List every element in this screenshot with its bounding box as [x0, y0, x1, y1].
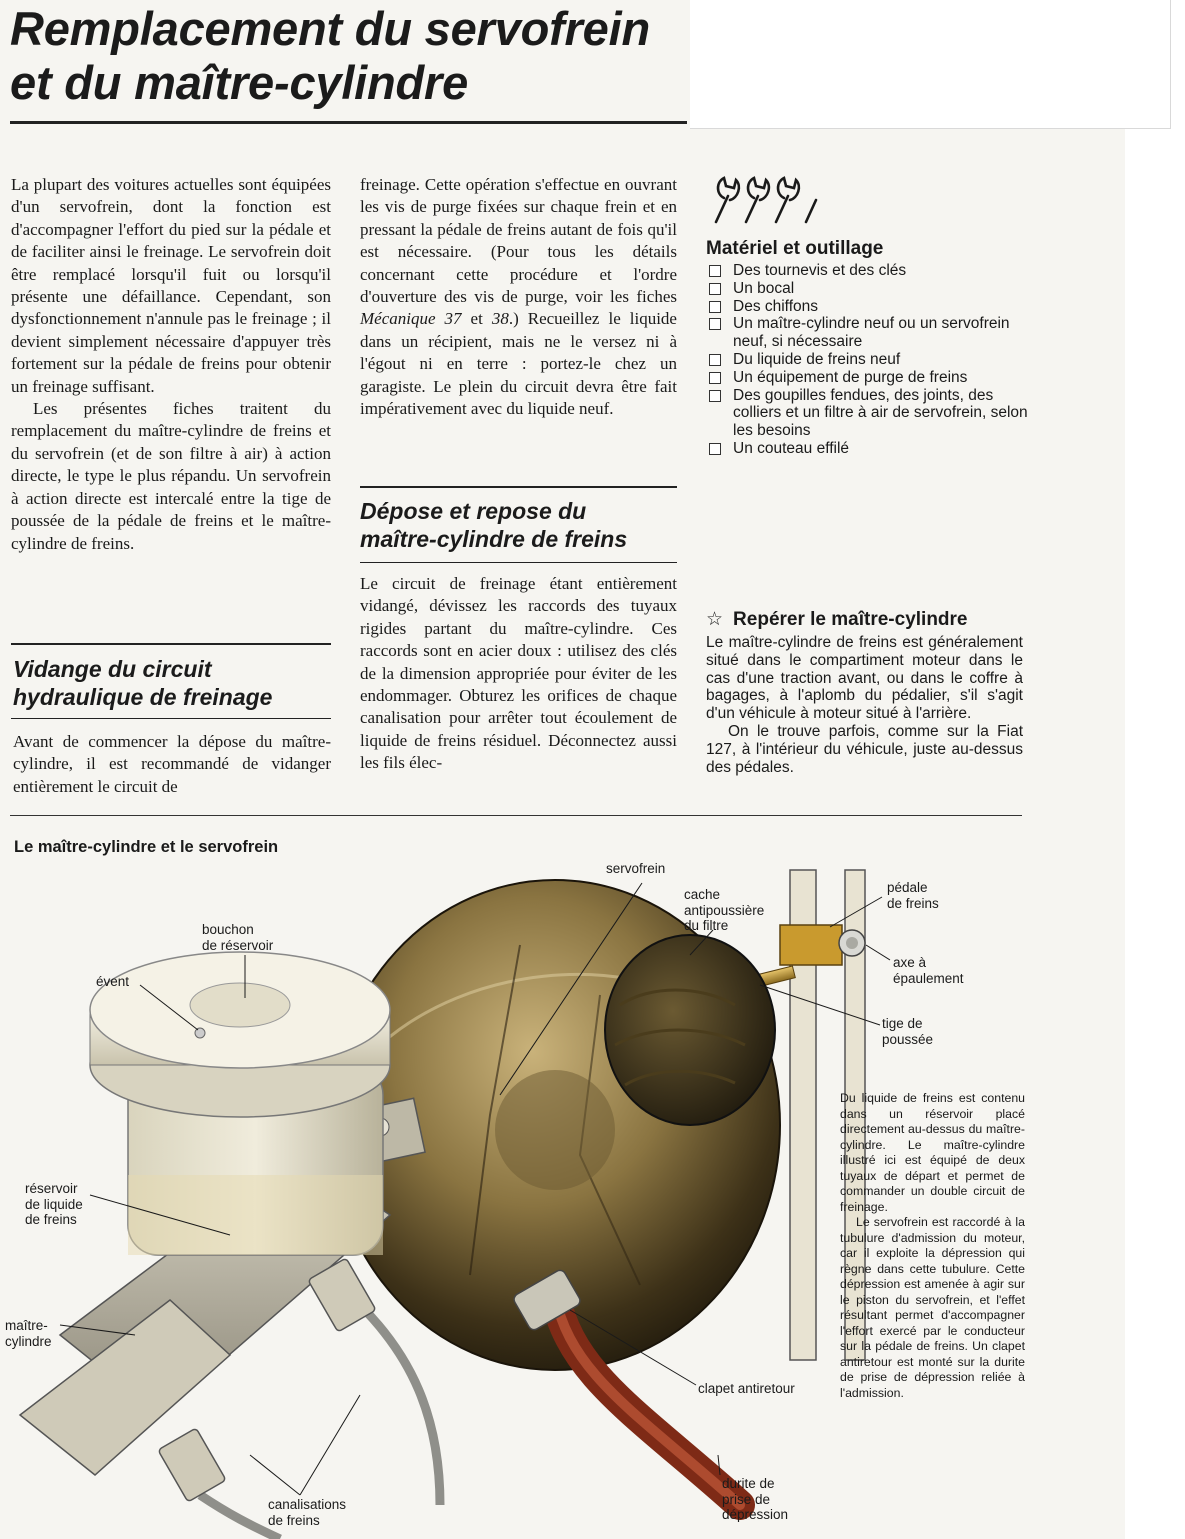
caption-paragraph-2: Le servofrein est raccordé à la tubulure d'admission du moteur, car il exploite la dépression qui règne dans cette tubulure. Cette dépression est amenée à agir sur le piston du servofrein, et l'effet résultant permet d'accompagner l'effort exercé par le conducteur sur la pédale de freins. Un clapet antiretour est monté sur la durite de prise de dépression reliée à l'admission.: [840, 1215, 1025, 1400]
label-durite-line-3: dépression: [722, 1507, 789, 1522]
checklist-item: [708, 280, 1038, 298]
tools-checklist: [708, 262, 1038, 458]
label-tige: [882, 1016, 933, 1047]
label-bouchon-line-2: de réservoir: [202, 937, 274, 953]
purge-paragraph: [360, 174, 677, 420]
checklist-item: [708, 298, 1038, 316]
section-rule-1b: [11, 718, 331, 719]
checklist-item-label: Un équipement de purge de freins: [733, 368, 968, 386]
checkbox-icon: [709, 301, 721, 313]
wrench-icon: [706, 170, 826, 225]
locate-heading: [706, 608, 968, 631]
column-1-intro: [11, 174, 331, 555]
locate-text: [706, 634, 1023, 776]
label-reservoir-line-2: de liquide: [25, 1196, 83, 1212]
column-2-text: [360, 174, 677, 420]
label-canal-line-1: canalisations: [268, 1497, 347, 1512]
label-servofrein: servofrein: [606, 861, 666, 876]
label-tige-line-1: tige de: [882, 1016, 923, 1031]
label-canal-line-2: de freins: [268, 1512, 320, 1528]
depose-text: [360, 573, 677, 775]
checkbox-icon: [709, 372, 721, 384]
checklist-item-label: Des chiffons: [733, 297, 819, 315]
label-clapet: clapet antiretour: [698, 1381, 795, 1396]
vidange-paragraph: Avant de commencer la dépose du maître-cylindre, il est recommandé de vidanger entièrement le circuit de: [13, 732, 331, 796]
checkbox-icon: [709, 390, 721, 402]
label-cache-line-3: du filtre: [684, 918, 729, 933]
label-pedale: [887, 880, 939, 911]
page-title: [10, 2, 690, 110]
figure-rule: [10, 815, 1022, 816]
star-icon: ☆: [706, 609, 724, 630]
heading-depose-line-2: maître-cylindre de freins: [360, 526, 628, 552]
checklist-item: [708, 351, 1038, 369]
locate-paragraph-1: Le maître-cylindre de freins est généralement situé dans le compartiment moteur dans le cas d'une traction avant, ou dans le coffre à bagages, à l'aplomb du pédalier, s'il s'agit d'un véhicule à moteur situé à l'arrière.: [706, 634, 1023, 723]
checklist-item: [708, 387, 1038, 440]
reservoir-cap: [90, 952, 390, 1117]
label-maitre-line-1: maître-: [5, 1318, 48, 1333]
caption-paragraph-1: Du liquide de freins est contenu dans un réservoir placé directement au-dessus du maître-cylindre. Le maître-cylindre illustré ici est équipé de deux tuyaux de départ et permet de commander un double circuit de freinage.: [840, 1091, 1025, 1214]
figure-title: Le maître-cylindre et le servofrein: [14, 838, 279, 856]
label-durite-line-1: durite de: [722, 1476, 775, 1491]
depose-paragraph: Le circuit de freinage étant entièrement vidangé, dévissez les raccords des tuyaux rigides partant du maître-cylindre. Ces raccords sont en acier doux : utilisez des clés de la dimension appropriée pour éviter de les endommager. Obturez les orifices de chaque canalisation pour arrêter tout écoulement de liquide de freins résiduel. Déconnectez aussi les fils élec-: [360, 574, 677, 773]
heading-depose: [360, 497, 627, 553]
dust-boot: [605, 935, 775, 1125]
checklist-item: [708, 369, 1038, 387]
label-canalisations: [268, 1497, 346, 1528]
label-reservoir-line-1: réservoir: [25, 1181, 78, 1196]
label-event: évent: [96, 974, 130, 989]
label-maitre-line-2: cylindre: [5, 1333, 52, 1349]
label-pedale-line-2: de freins: [887, 895, 939, 911]
label-cache-line-2: antipoussière: [684, 902, 765, 918]
heading-depose-line-1: Dépose et repose du: [360, 498, 587, 524]
checklist-item-label: Un bocal: [733, 279, 795, 297]
vidange-text: [13, 731, 331, 798]
blank-paper-clip: [690, 0, 1171, 129]
locate-heading-text: Repérer le maître-cylindre: [733, 609, 968, 630]
label-bouchon-line-1: bouchon: [202, 922, 254, 937]
checklist-item: [708, 440, 1038, 458]
label-tige-line-2: poussée: [882, 1031, 934, 1047]
label-cache-line-1: cache: [684, 887, 721, 902]
heading-vidange-line-2: hydraulique de freinage: [13, 684, 273, 710]
intro-paragraph-1: La plupart des voitures actuelles sont équipées d'un servofrein, dont la fonction est d'accompagner l'effort du pied sur la pédale et de faciliter ainsi le freinage. Le servofrein doit être remplacé lorsqu'il fuit ou lorsqu'il présente une défaillance. Cependant, son dysfonctionnement n'annule pas le freinage ; il devient simplement nécessaire d'appuyer très fortement sur la pédale de freins pour obtenir un freinage suffisant.: [11, 175, 331, 396]
label-reservoir: [25, 1181, 83, 1228]
locate-paragraph-2: On le trouve parfois, comme sur la Fiat 127, à l'intérieur du véhicule, juste au-dessus des pédales.: [706, 722, 1023, 776]
label-maitre-cylindre: [5, 1318, 52, 1349]
brake-line-1: [360, 1305, 440, 1505]
checklist-item: [708, 315, 1038, 351]
section-rule-2: [360, 486, 677, 488]
checkbox-icon: [709, 265, 721, 277]
label-durite: [722, 1476, 788, 1523]
intro-paragraph-2: Les présentes fiches traitent du remplacement du maître-cylindre de freins et du servofrein (et de son filtre à air) à action directe, le type le plus répandu. Un servofrein à action directe est intercalé entre la tige de poussée de la pédale de freins et le maître-cylindre de freins.: [11, 399, 331, 553]
title-rule: [10, 121, 687, 124]
checkbox-icon: [709, 283, 721, 295]
purge-text-and: et: [461, 309, 492, 329]
label-axe-line-1: axe à: [893, 955, 927, 970]
section-rule-2b: [360, 562, 677, 563]
label-durite-line-2: prise de: [722, 1491, 771, 1507]
checkbox-icon: [709, 354, 721, 366]
ref-38: 38: [491, 309, 509, 329]
purge-text-a: freinage. Cette opération s'effectue en ouvrant les vis de purge fixées sur chaque frein et en pressant la pédale de freins autant de fois qu'il est nécessaire. (Pour tous les détails concernant cette procédure et l'ordre d'ouverture des vis de purge, voir les fiches: [360, 175, 677, 307]
label-reservoir-line-3: de freins: [25, 1212, 77, 1227]
section-rule-1: [11, 643, 331, 645]
checklist-item-label: Un maître-cylindre neuf ou un servofrein neuf, si nécessaire: [733, 315, 1010, 351]
heading-vidange-line-1: Vidange du circuit: [13, 656, 212, 682]
label-pedale-line-1: pédale: [887, 880, 928, 895]
title-line-1: Remplacement du servofrein: [10, 2, 650, 55]
checklist-item: [708, 262, 1038, 280]
checklist-item-label: Des tournevis et des clés: [733, 262, 907, 279]
figure-caption: [840, 1091, 1025, 1401]
label-axe: [893, 955, 964, 986]
label-cache-antipoussiere: [684, 887, 764, 934]
title-line-2: et du maître-cylindre: [10, 56, 469, 109]
checkbox-icon: [709, 318, 721, 330]
checklist-item-label: Du liquide de freins neuf: [733, 350, 901, 368]
purge-text-b: .) Recueillez le liquide dans un récipient, mais ne le versez ni à l'égout ni en terre : portez-le chez un garagiste. Le plein du circuit devra être fait impérativement avec du liquide neuf.: [360, 309, 677, 419]
checkbox-icon: [709, 443, 721, 455]
label-bouchon: [202, 922, 273, 953]
checklist-item-label: Des goupilles fendues, des joints, des colliers et un filtre à air de servofrein, selon les besoins: [733, 386, 1028, 440]
label-axe-line-2: épaulement: [893, 970, 964, 986]
checklist-item-label: Un couteau effilé: [733, 439, 850, 457]
heading-vidange: [13, 655, 272, 711]
ref-mecanique-37: Mécanique 37: [360, 309, 462, 329]
tools-heading: Matériel et outillage: [706, 238, 884, 259]
